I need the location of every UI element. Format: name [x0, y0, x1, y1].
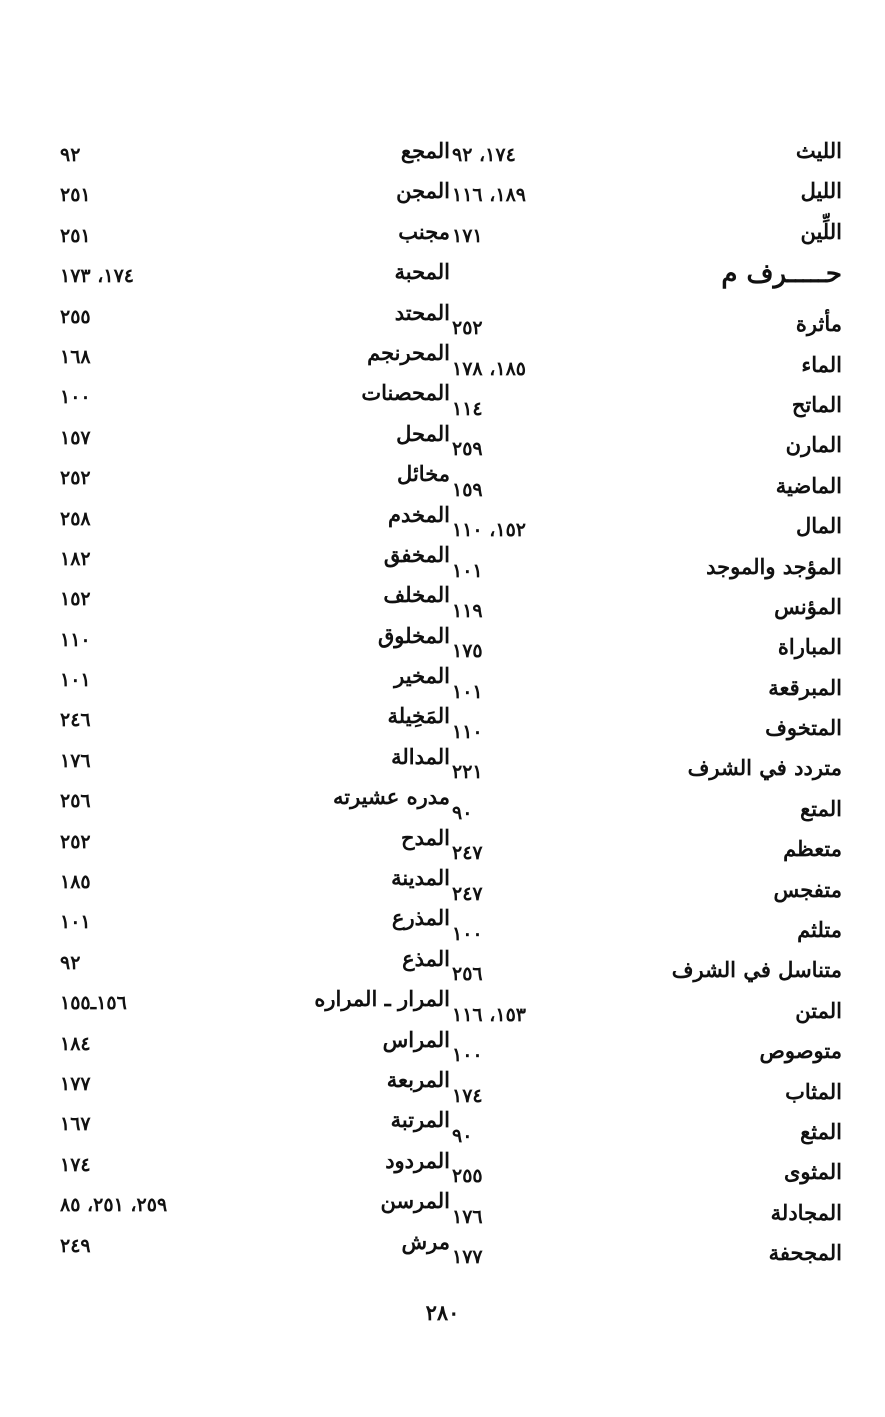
page-references: ١٠٠	[60, 386, 91, 409]
index-entry	[452, 1032, 842, 1072]
index-entry	[452, 709, 842, 749]
index-entry	[452, 132, 842, 172]
page-references: ١٧٧	[452, 1246, 483, 1269]
page-references: ١٠١	[452, 559, 483, 582]
index-entry	[60, 657, 450, 697]
index-term: المخفق	[383, 541, 450, 567]
index-term: المحرنجم	[367, 339, 450, 365]
index-entry	[60, 132, 450, 172]
page-references: ١٥٢	[60, 588, 91, 611]
page-references: ١٥٢، ١١٠	[452, 519, 526, 542]
index-term: المجحفة	[768, 1240, 842, 1266]
page-references: ٢٤٦	[60, 709, 91, 732]
index-column-left	[60, 132, 450, 1263]
page-references: ٢٥٩، ٢٥١، ٨٥	[60, 1194, 168, 1217]
index-term: المجادلة	[770, 1199, 842, 1225]
page-references: ٩٠	[452, 1124, 473, 1147]
index-entry	[60, 253, 450, 293]
page-references: ٢٥٢	[60, 467, 91, 490]
index-entry	[60, 899, 450, 939]
page-references: ١٠٠	[452, 1044, 483, 1067]
page-number: ٢٨٠	[425, 1300, 460, 1325]
index-entry	[452, 1194, 842, 1234]
page-references: ١٥٣، ١١٦	[452, 1003, 526, 1026]
index-entry	[60, 980, 450, 1020]
index-entry	[60, 294, 450, 334]
index-term: المذرع	[391, 905, 450, 931]
page-references: ١٧٤، ١٧٣	[60, 265, 134, 288]
page-references: ٢٥٥	[452, 1165, 483, 1188]
index-term: المجع	[400, 138, 450, 163]
page-references: ٢٥٢	[452, 317, 483, 340]
index-term: المرار ـ المراره	[314, 986, 450, 1012]
index-entry	[60, 334, 450, 374]
index-entry	[60, 1061, 450, 1101]
index-term: المحصنات	[361, 380, 450, 406]
index-term: متوصوص	[759, 1038, 842, 1064]
page-references: ١١٠	[60, 628, 91, 651]
index-term: المحتد	[394, 299, 450, 325]
index-term: حـــــرف م	[721, 259, 842, 290]
page-references: ٢٤٧	[452, 842, 483, 865]
page-references: ١٧١	[452, 224, 483, 247]
page-references: ١٠١	[452, 680, 483, 703]
index-term: المؤجد والموجد	[706, 553, 842, 579]
page-references: ٢٥٦	[60, 790, 91, 813]
index-term: المرسن	[380, 1188, 450, 1214]
index-term: المال	[795, 513, 842, 539]
page-references: ١٧٥	[452, 640, 483, 663]
page-references: ١٠١	[60, 911, 91, 934]
page-references: ٢٥١	[60, 184, 91, 207]
index-term: المارن	[785, 432, 842, 458]
index-entry	[60, 940, 450, 980]
index-term: الليث	[795, 138, 842, 163]
index-entry	[452, 1113, 842, 1153]
index-entry	[452, 951, 842, 991]
index-term: المذع	[402, 945, 450, 971]
page-references: ١١٤	[452, 397, 483, 420]
index-term: المثوى	[784, 1159, 842, 1185]
page-references: ٢٢١	[452, 761, 483, 784]
page-references: ١٠٠	[452, 923, 483, 946]
page-references: ٩٢	[60, 951, 81, 974]
page-references: ١٥٦ـ١٥٥	[60, 992, 127, 1015]
index-term: متناسل في الشرف	[671, 957, 842, 983]
index-entry	[60, 697, 450, 737]
page-references: ٢٥٨	[60, 507, 91, 530]
index-entry	[452, 548, 842, 588]
page-references: ٢٤٧	[452, 882, 483, 905]
index-term: مأثرة	[795, 311, 842, 337]
index-entry	[452, 588, 842, 628]
index-entry	[452, 669, 842, 709]
index-term: المؤنس	[774, 593, 842, 619]
page-references: ١٦٧	[60, 1113, 91, 1136]
index-term: المجن	[396, 178, 450, 204]
index-entry	[452, 507, 842, 547]
index-entry	[452, 871, 842, 911]
index-term: الماء	[801, 351, 842, 377]
index-column-right	[452, 132, 842, 1275]
index-term: المتع	[800, 795, 842, 821]
page-references: ٢٤٩	[60, 1234, 91, 1257]
index-entry	[60, 778, 450, 818]
page-references: ١٧٤	[452, 1084, 483, 1107]
page-references: ١١٠	[452, 721, 483, 744]
index-entry	[60, 496, 450, 536]
page-references: ١١٩	[452, 599, 483, 622]
index-term: متردد في الشرف	[687, 755, 842, 781]
page-references: ١٨٥	[60, 871, 91, 894]
page-references: ١٧٦	[452, 1205, 483, 1228]
page-references: ٢٥٥	[60, 305, 91, 328]
index-term: اللِّين	[800, 218, 842, 244]
page-references: ٢٥٩	[452, 438, 483, 461]
index-term: المخير	[394, 663, 450, 689]
index-term: الليل	[800, 178, 842, 204]
index-entry	[60, 738, 450, 778]
index-term: المرتبة	[390, 1107, 450, 1133]
index-entry	[452, 346, 842, 386]
index-term: المباراة	[777, 634, 842, 660]
index-entry	[60, 1182, 450, 1222]
index-entry	[452, 213, 842, 253]
index-term: المدح	[401, 824, 450, 850]
page-references: ١٧٤	[60, 1153, 91, 1176]
page-references: ١٨٥، ١٧٨	[452, 357, 526, 380]
index-term: المراس	[382, 1026, 450, 1052]
section-heading	[452, 253, 842, 305]
index-term: مرش	[401, 1228, 450, 1254]
index-entry	[452, 992, 842, 1032]
index-entry	[452, 305, 842, 345]
index-entry	[60, 1021, 450, 1061]
index-term: المخلف	[383, 582, 450, 608]
index-entry	[60, 172, 450, 212]
index-entry	[452, 467, 842, 507]
index-term: المتخوف	[765, 715, 842, 741]
page-references: ١٥٧	[60, 426, 91, 449]
index-entry	[452, 628, 842, 668]
index-term: المدينة	[391, 865, 450, 891]
index-term: مجنب	[398, 218, 450, 244]
index-entry	[452, 749, 842, 789]
index-entry	[60, 213, 450, 253]
page-references: ١٨٢	[60, 547, 91, 570]
index-entry	[452, 1073, 842, 1113]
index-term: المبرقعة	[768, 674, 842, 700]
page-references: ١٧٦	[60, 749, 91, 772]
index-term: مدره عشيرته	[332, 784, 450, 810]
index-term: الماتح	[791, 391, 842, 417]
index-term: المردود	[385, 1147, 450, 1173]
index-term: المربعة	[386, 1066, 450, 1092]
page-references: ١٨٩، ١١٦	[452, 184, 526, 207]
index-entry	[60, 1101, 450, 1141]
page-references: ٩٢	[60, 144, 81, 166]
page-references: ٢٥٢	[60, 830, 91, 853]
index-term: المخلوق	[377, 622, 450, 648]
index-entry	[452, 1153, 842, 1193]
page-references: ٢٥١	[60, 224, 91, 247]
index-entry	[60, 415, 450, 455]
page-references: ١٧٧	[60, 1072, 91, 1095]
index-entry	[60, 859, 450, 899]
index-entry	[452, 830, 842, 870]
index-entry	[60, 819, 450, 859]
index-entry	[60, 1223, 450, 1263]
index-entry	[452, 426, 842, 466]
index-entry	[452, 386, 842, 426]
index-entry	[452, 790, 842, 830]
index-term: متعظم	[783, 836, 842, 862]
index-term: متفجس	[773, 876, 842, 902]
index-term: المثاب	[785, 1078, 842, 1104]
index-term: متلثم	[797, 917, 842, 943]
index-term: الماضية	[775, 472, 842, 498]
index-term: المتن	[795, 997, 842, 1023]
index-entry	[60, 617, 450, 657]
index-entry	[60, 374, 450, 414]
index-entry	[60, 455, 450, 495]
page-references: ١٦٨	[60, 345, 91, 368]
index-term: المدالة	[391, 743, 450, 769]
page-references: ٩٠	[452, 801, 473, 824]
index-entry	[452, 172, 842, 212]
index-term: مخائل	[397, 461, 450, 487]
index-entry	[452, 911, 842, 951]
index-term: المخدم	[388, 501, 450, 527]
page-references: ٢٥٦	[452, 963, 483, 986]
index-entry	[60, 536, 450, 576]
index-term: المَخِيلة	[387, 703, 450, 729]
page-references: ١٥٩	[452, 478, 483, 501]
index-entry	[452, 1234, 842, 1274]
index-term: المحبة	[394, 259, 450, 285]
page-references: ١٠١	[60, 669, 91, 692]
index-entry	[60, 576, 450, 616]
index-term: المثع	[800, 1118, 842, 1144]
index-term: المحل	[396, 420, 450, 446]
page-references: ١٨٤	[60, 1032, 91, 1055]
index-entry	[60, 1142, 450, 1182]
page-references: ١٧٤، ٩٢	[452, 144, 516, 166]
